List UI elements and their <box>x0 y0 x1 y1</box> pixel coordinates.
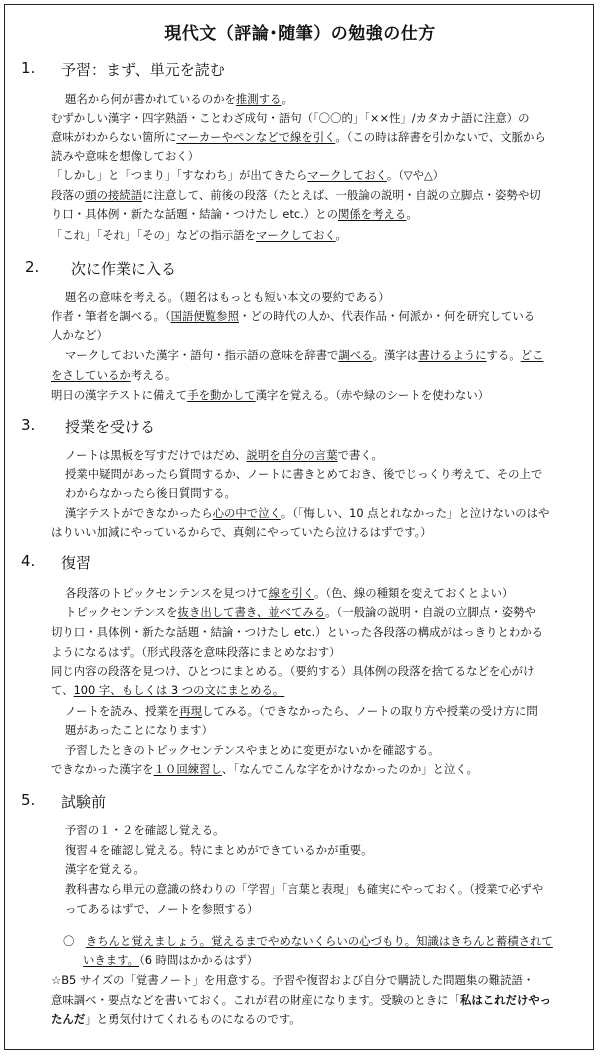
text-run: 「これ」「それ」「その」などの指示語を <box>51 228 257 242</box>
text-run: わからなかったら後日質問する。 <box>65 486 236 500</box>
text-run: 各段落のトピックセンテンスを見つけて <box>65 586 269 600</box>
underlined-phrase: 推測する <box>235 92 282 106</box>
underlined-phrase: 抜き出して書き、並べてみる <box>177 605 326 619</box>
section-text-line <box>51 206 418 222</box>
text-run: できなかった漢字を <box>51 762 154 776</box>
closing-text-line <box>63 933 553 949</box>
section-text-line <box>51 110 530 126</box>
underlined-phrase: マーカーやペンなどで線を引く <box>176 130 336 144</box>
section-text-line <box>51 367 176 383</box>
section-text-line <box>65 447 383 463</box>
underlined-phrase: 手を動かして <box>187 388 256 402</box>
section-text-line <box>65 861 145 877</box>
section-text-line <box>65 91 293 107</box>
text-run: 題名から何が書かれているのかを <box>65 92 236 106</box>
section-heading: 復習 <box>61 554 92 572</box>
text-run: マークしておいた漢字・語句・指示語の意味を辞書で <box>65 348 339 362</box>
section-number: 4. <box>21 552 36 570</box>
page-title: 現代文（評論･随筆）の勉強の仕方 <box>164 24 436 44</box>
text-run: 。 <box>281 92 293 106</box>
closing-text-line <box>51 1011 301 1027</box>
underlined-phrase: どこ <box>520 348 544 362</box>
text-run: て、 <box>51 683 74 697</box>
section-number: 1. <box>21 59 36 77</box>
text-run: 明日の漢字テストに備えて <box>51 388 188 402</box>
section-text-line <box>51 187 541 203</box>
section-text-line <box>51 624 543 640</box>
section-text-line <box>65 289 390 305</box>
text-run: 題があったことになります） <box>65 723 213 737</box>
section-text-line <box>65 822 224 838</box>
underlined-phrase: 書けるように <box>418 348 487 362</box>
text-run: 意味がわからない箇所に <box>51 130 177 144</box>
text-run: 。（▽や△） <box>386 168 445 182</box>
text-run: 」と勇気付けてくれるものになるのです。 <box>85 1012 301 1026</box>
underlined-phrase: きちんと覚えましょう。覚えるまでやめないくらいの心づもり。知識はきちんと蓄積されて <box>85 934 553 948</box>
section-text-line <box>51 682 284 698</box>
text-run: 、「なんでこんな字をかけなかったのか」と泣く。 <box>221 762 478 776</box>
section-number: 2. <box>25 258 40 276</box>
text-run: 。（「悔しい、10 点とれなかった」と泣けないのはや <box>280 506 550 520</box>
underlined-phrase: 調べる <box>338 348 373 362</box>
section-text-line <box>51 129 546 145</box>
closing-text-line <box>51 992 551 1008</box>
text-run: 。（一般論の説明・自説の立脚点・姿勢や <box>325 605 536 619</box>
text-run: トピックセンテンスを <box>65 605 178 619</box>
section-number: 5. <box>21 791 36 809</box>
section-text-line <box>65 585 513 601</box>
underlined-phrase: １０回練習し <box>153 762 222 776</box>
underlined-phrase: 再現 <box>179 704 203 718</box>
text-run: 授業中疑問があったら質問するか、ノートに書きとめておき、後でじっくり考えて、その上で <box>65 467 543 481</box>
text-run: 。漢字は <box>372 348 419 362</box>
underlined-phrase: 関係を考える <box>337 207 407 221</box>
section-text-line <box>51 761 478 777</box>
text-run: 〇 <box>63 934 86 948</box>
text-run: 。 <box>335 228 347 242</box>
text-run: 予習したときのトピックセンテンスやまとめに変更がないかを確認する。 <box>65 743 440 757</box>
section-text-line <box>65 604 536 620</box>
document-page <box>4 4 594 1050</box>
text-run: むずかしい漢字・四字熟語・ことわざ成句・語句（「〇〇的」「××性」/カタカナ語に注意）の <box>51 111 530 125</box>
bold-phrase: たんだ <box>51 1012 86 1026</box>
text-run: 。（この時は辞書を引かないで、文脈から <box>335 130 546 144</box>
underlined-phrase: 心の中で泣く <box>212 506 281 520</box>
text-run: に注意して、前後の段落（たとえば、一般論の説明・自説の立脚点・姿勢や切 <box>142 188 541 202</box>
text-run: 切り口・具体例・新たな話題・結論・つけたし etc.）といった各段落の構成がはっきりとわかる <box>51 625 543 639</box>
closing-text-line <box>83 952 258 968</box>
text-run: 考える。 <box>130 368 177 382</box>
section-text-line <box>65 466 542 482</box>
text-run: り口・具体例・新たな話題・結論・つけたし etc.）との <box>51 207 338 221</box>
section-heading: 次に作業に入る <box>71 260 177 278</box>
section-text-line <box>51 644 341 660</box>
section-text-line <box>51 524 432 540</box>
section-text-line <box>51 227 347 243</box>
text-run: 段落の <box>51 188 86 202</box>
text-run: ってあるはずで、ノートを参照する） <box>65 902 259 916</box>
text-run: ノートを読み、授業を <box>65 704 180 718</box>
section-text-line <box>65 901 258 917</box>
text-run: ノートは黒板を写すだけではだめ、 <box>65 448 247 462</box>
text-run: する。 <box>486 348 521 362</box>
section-text-line <box>51 327 108 343</box>
text-run: はりいい加減にやっているからで、真剣にやっていたら泣けるはずです。） <box>51 525 432 539</box>
underlined-phrase: 説明を自分の言葉 <box>246 448 338 462</box>
section-text-line <box>65 505 549 521</box>
underlined-phrase: マークしておく <box>307 168 387 182</box>
bold-phrase: 私はこれだけやっ <box>459 993 552 1007</box>
text-run: 復習４を確認し覚える。特にまとめができているかが重要。 <box>65 843 373 857</box>
text-run: ようになるはず。（形式段落を意味段落にまとめなおす） <box>51 645 341 659</box>
text-run: ・どの時代の人か、代表作品・何派か・何を研究している <box>238 309 536 323</box>
text-run: 読みや意味を想像しておく） <box>51 149 200 163</box>
underlined-phrase: 100 字、もしくは 3 つの文にまとめる。 <box>73 683 285 697</box>
underlined-phrase: 国語便覧参照 <box>170 309 239 323</box>
section-text-line <box>65 703 538 719</box>
section-text-line <box>65 742 440 758</box>
section-heading: 予習：まず、単元を読む <box>61 61 225 79</box>
section-number: 3. <box>21 416 36 434</box>
underlined-phrase: 線を引く <box>268 586 315 600</box>
text-run: 作者・筆者を調べる。（ <box>51 309 171 323</box>
text-run: 漢字テストができなかったら <box>65 506 213 520</box>
text-run: 人かなど） <box>51 328 108 342</box>
text-run: 「しかし」と「つまり」「すなわち」が出てきたら <box>51 168 308 182</box>
text-run: 漢字を覚える。 <box>65 862 145 876</box>
closing-text-line <box>51 972 534 988</box>
underlined-phrase: をさしているか <box>51 368 131 382</box>
text-run: （6 時間はかかるはず） <box>139 953 259 967</box>
text-run: ☆B5 サイズの「覚書ノート」を用意する。予習や復習および自分で購読した問題集の難読語・ <box>51 973 535 987</box>
section-text-line <box>51 663 534 679</box>
section-heading: 試験前 <box>61 793 107 811</box>
section-text-line <box>65 485 236 501</box>
text-run: で書く。 <box>337 448 383 462</box>
section-text-line <box>51 148 199 164</box>
section-text-line <box>51 167 444 183</box>
section-text-line <box>51 387 489 403</box>
text-run: 予習の１・２を確認し覚える。 <box>65 823 225 837</box>
underlined-phrase: いきます。 <box>83 953 140 967</box>
text-run: 同じ内容の段落を見つけ、ひとつにまとめる。（要約する）具体例の段落を捨てるなどを心がけ <box>51 664 535 678</box>
section-text-line <box>65 347 544 363</box>
section-text-line <box>65 881 543 897</box>
text-run: 意味調べ・要点などを書いておく。これが君の財産になります。受験のときに「 <box>51 993 460 1007</box>
section-text-line <box>65 842 373 858</box>
section-text-line <box>65 722 213 738</box>
section-text-line <box>51 308 535 324</box>
section-heading: 授業を受ける <box>65 418 156 436</box>
underlined-phrase: マークしておく <box>256 228 336 242</box>
text-run: 教科書なら単元の意識の終わりの「学習」「言葉と表現」も確実にやっておく。（授業で必ずや <box>65 882 544 896</box>
text-run: 。 <box>406 207 418 221</box>
text-run: 。（色、線の種類を変えておくとよい） <box>314 586 514 600</box>
text-run: してみる。（できなかったら、ノートの取り方や授業の受け方に問 <box>202 704 538 718</box>
text-run: 漢字を覚える。（赤や緑のシートを使わない） <box>255 388 490 402</box>
text-run: 題名の意味を考える。（題名はもっとも短い本文の要約である） <box>65 290 390 304</box>
underlined-phrase: 頭の接続語 <box>85 188 143 202</box>
